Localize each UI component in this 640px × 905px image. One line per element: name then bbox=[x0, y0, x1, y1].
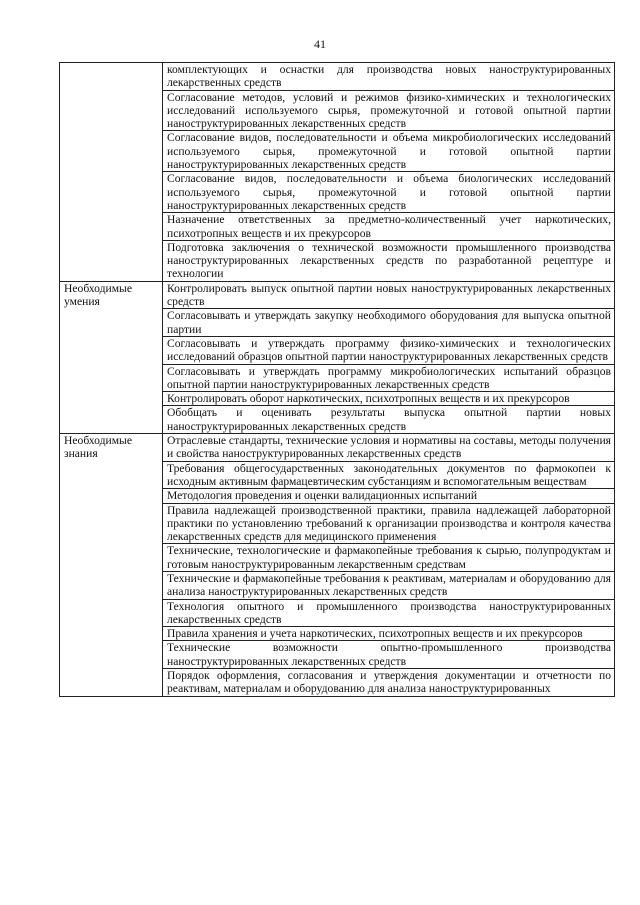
section-label: Необходимые знания bbox=[60, 434, 163, 697]
competency-table bbox=[59, 62, 615, 697]
table-cell: Технические, технологические и фармакопейные требования к сырью, полупродуктам и готовым наноструктурированным лекарственным средствам bbox=[163, 544, 615, 572]
table-row bbox=[60, 63, 615, 91]
table-cell: Требования общегосударственных законодательных документов по фармокопеи к исходным активным фармацевтическим субстанциям и вспомогательным веществам bbox=[163, 461, 615, 489]
table-row bbox=[60, 281, 615, 309]
table-cell: Методология проведения и оценки валидационных испытаний bbox=[163, 489, 615, 503]
table-cell: Назначение ответственных за предметно-количественный учет наркотических, психотропных веществ и их прекурсоров bbox=[163, 213, 615, 241]
page-number: 41 bbox=[314, 37, 326, 51]
table-cell: Отраслевые стандарты, технические условия и нормативы на составы, методы получения и свойства наноструктурированных лекарственных средств bbox=[163, 434, 615, 462]
table-cell: Правила надлежащей производственной практики, правила надлежащей лабораторной практики по установлению требований к организации производства и контроля качества лекарственных средств для медицинского применения bbox=[163, 503, 615, 544]
table-body bbox=[60, 63, 615, 697]
table-cell: Правила хранения и учета наркотических, психотропных веществ и их прекурсоров bbox=[163, 627, 615, 641]
table-cell: Обобщать и оценивать результаты выпуска опытной партии новых наноструктурированных лекарственных средств bbox=[163, 406, 615, 434]
table-cell: Технические и фармакопейные требования к реактивам, материалам и оборудованию для анализа наноструктурированных лекарственных средств bbox=[163, 571, 615, 599]
table-cell: комплектующих и оснастки для производства новых наноструктурированных лекарственных средств bbox=[163, 63, 615, 91]
table-cell: Согласовывать и утверждать закупку необходимого оборудования для выпуска опытной партии bbox=[163, 309, 615, 337]
table-cell: Согласование видов, последовательности и объема микробиологических исследований используемого сырья, промежуточной и готовой опытной партии наноструктурированных лекарственных средств bbox=[163, 131, 615, 172]
table-cell: Согласование видов, последовательности и объема биологических исследований используемого сырья, промежуточной и готовой опытной партии наноструктурированных лекарственных средств bbox=[163, 172, 615, 213]
table-row bbox=[60, 434, 615, 462]
section-label: Необходимые умения bbox=[60, 281, 163, 433]
section-label bbox=[60, 63, 163, 282]
table-cell: Порядок оформления, согласования и утверждения документации и отчетности по реактивам, материалам и оборудованию для анализа наноструктурированных bbox=[163, 669, 615, 697]
table-cell: Технология опытного и промышленного производства наноструктурированных лекарственных средств bbox=[163, 599, 615, 627]
table-cell: Согласовывать и утверждать программу физико-химических и технологических исследований образцов опытной партии наноструктурированных лекарственных средств bbox=[163, 336, 615, 364]
table-cell: Согласование методов, условий и режимов физико-химических и технологических исследований используемого сырья, промежуточной и готовой опытной партии наноструктурированных лекарственных средств bbox=[163, 90, 615, 131]
table-cell: Контролировать выпуск опытной партии новых наноструктурированных лекарственных средств bbox=[163, 281, 615, 309]
table-cell: Подготовка заключения о технической возможности промышленного производства наноструктурированных лекарственных средств по разработанной рецептуре и технологии bbox=[163, 240, 615, 281]
table-cell: Согласовывать и утверждать программу микробиологических испытаний образцов опытной партии наноструктурированных лекарственных средств bbox=[163, 364, 615, 392]
table-cell: Технические возможности опытно-промышленного производства наноструктурированных лекарственных средств bbox=[163, 641, 615, 669]
table-cell: Контролировать оборот наркотических, психотропных веществ и их прекурсоров bbox=[163, 392, 615, 406]
